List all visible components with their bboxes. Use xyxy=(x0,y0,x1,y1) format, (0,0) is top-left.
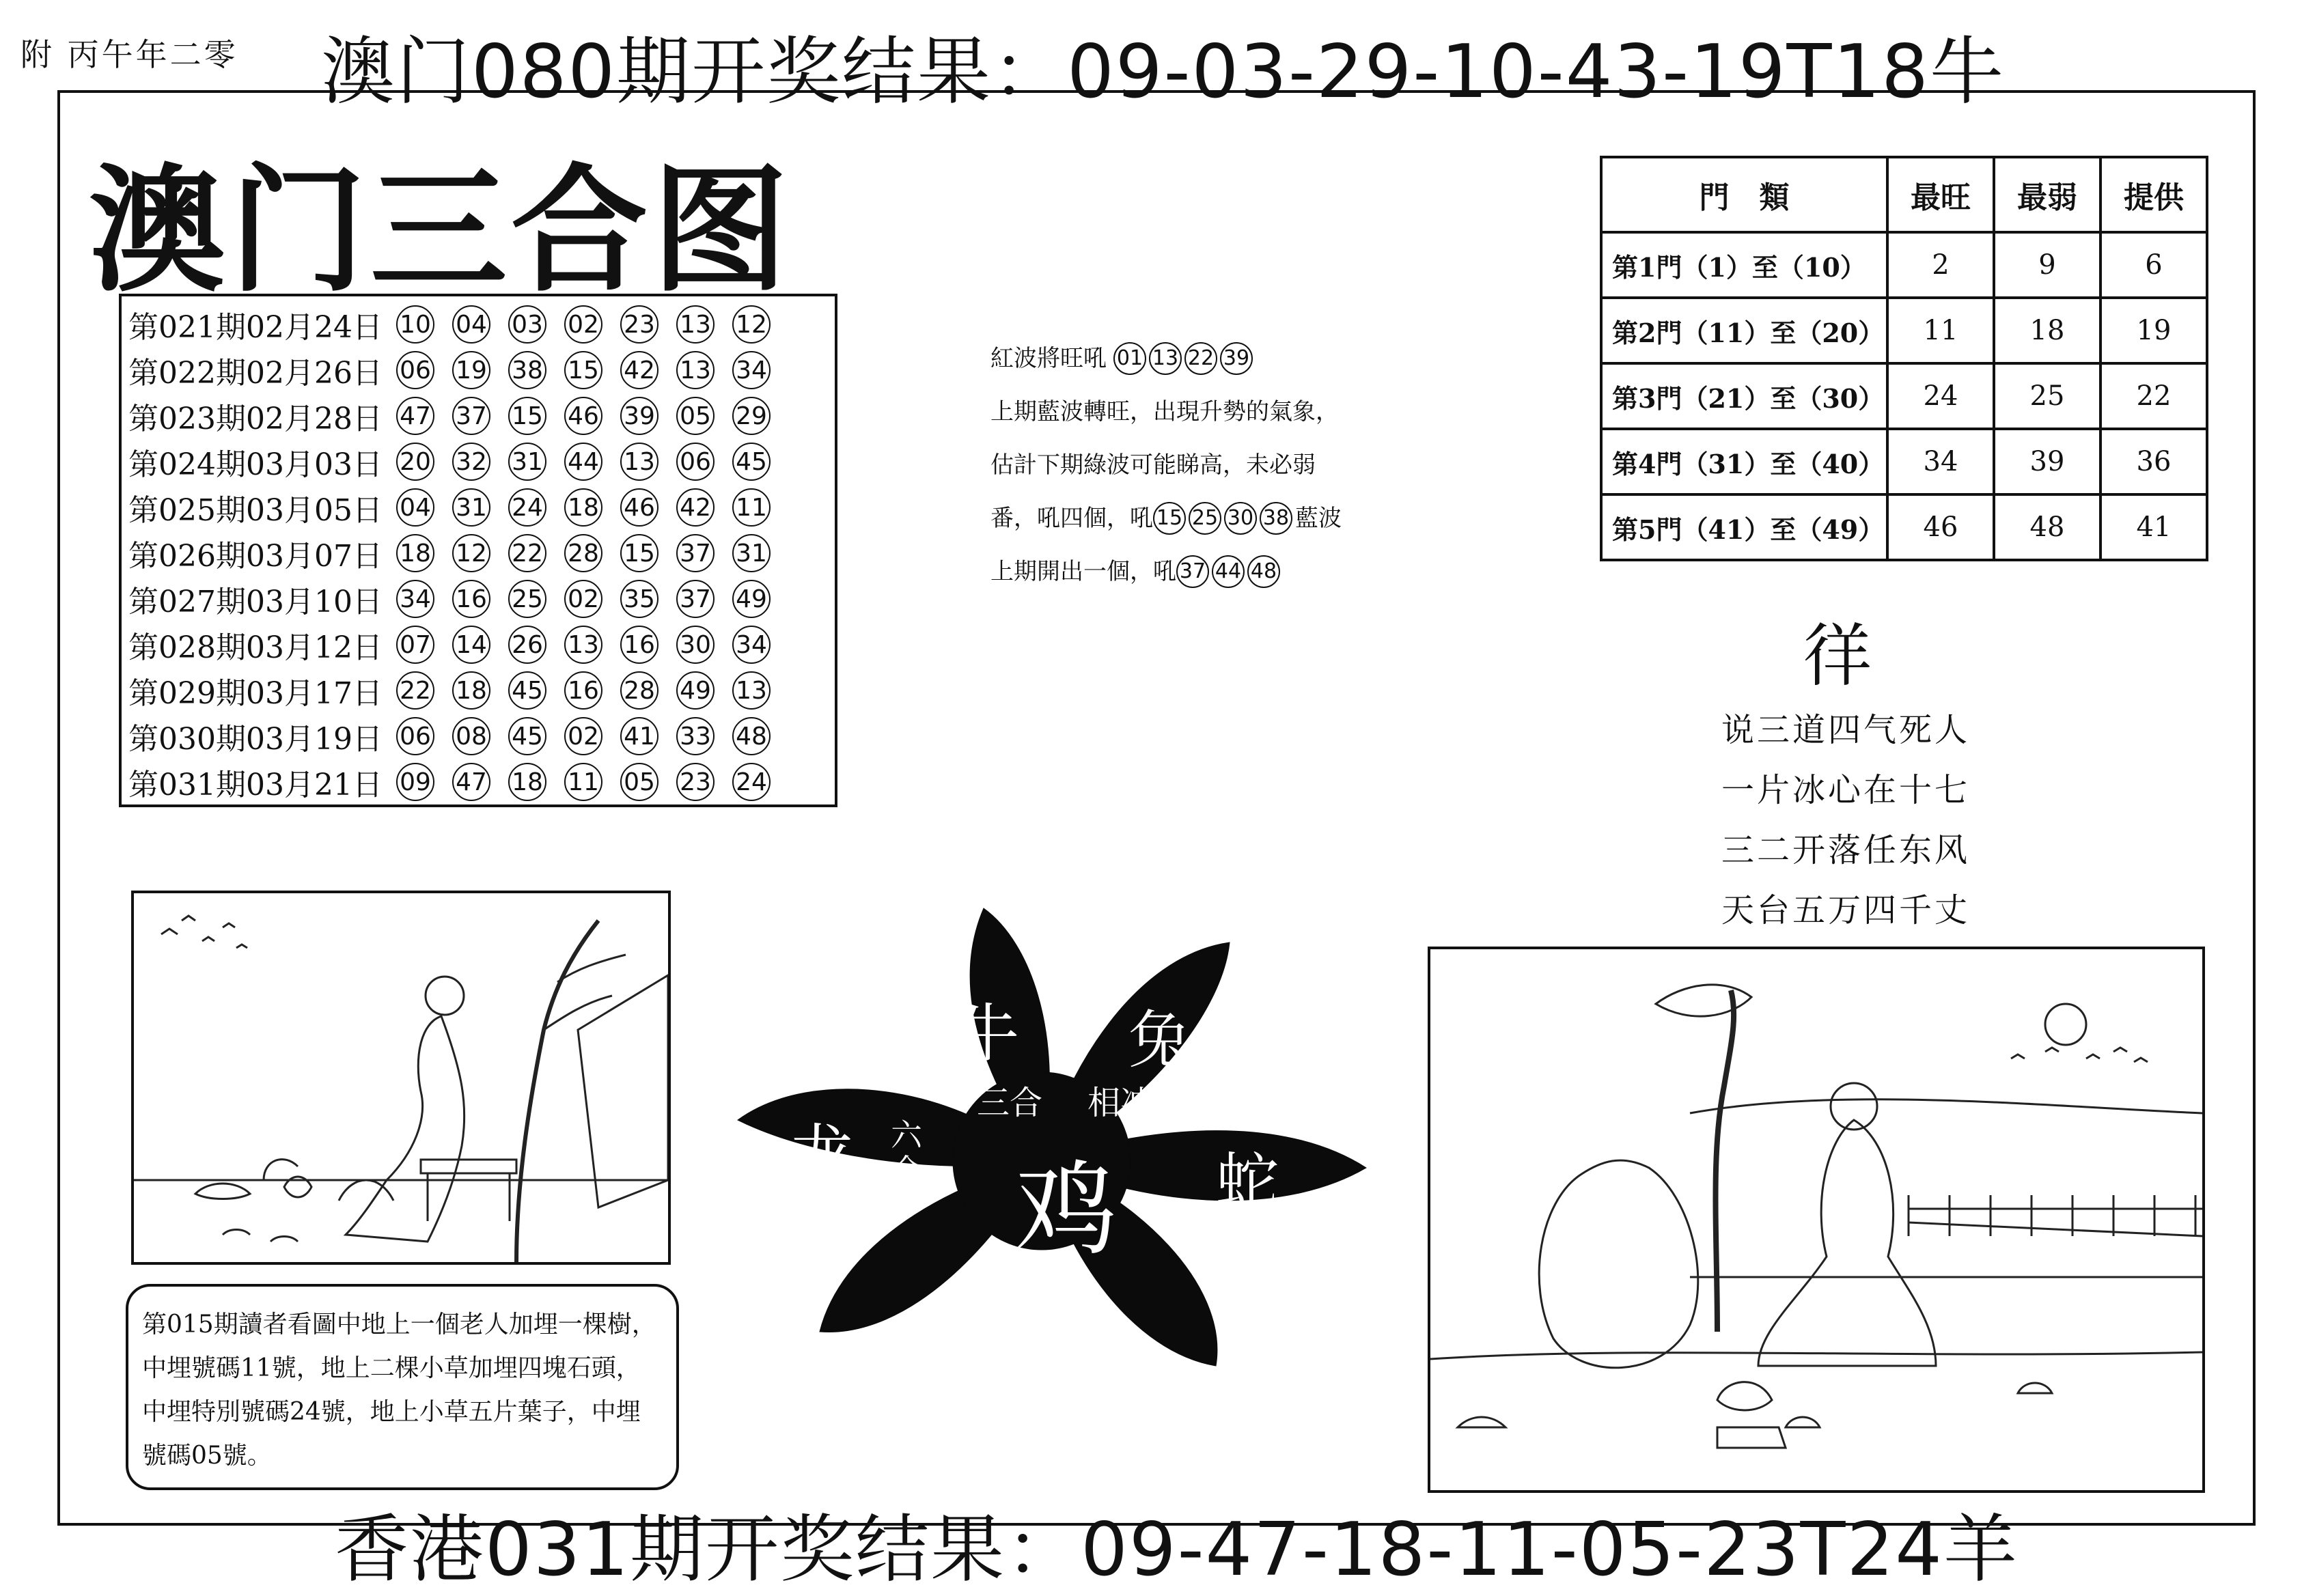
number-ball: 02 xyxy=(564,305,602,344)
number-ball: 48 xyxy=(732,717,771,755)
number-ball: 31 xyxy=(732,534,771,572)
number-ball: 06 xyxy=(396,717,434,755)
number-ball: 30 xyxy=(676,626,715,664)
number-ball: 41 xyxy=(620,717,658,755)
door-label: 第3門（21）至（30） xyxy=(1601,363,1887,429)
history-row-numbers xyxy=(396,626,788,664)
label-xiangchong: 相冲 xyxy=(1087,1084,1154,1122)
door-provide: 36 xyxy=(2100,429,2207,494)
number-ball: 37 xyxy=(676,534,715,572)
poem-line: 一片冰心在十七 xyxy=(1721,771,1971,809)
number-ball: 22 xyxy=(508,534,546,572)
number-ball: 16 xyxy=(620,626,658,664)
poem-title: 徉 xyxy=(1803,616,1872,696)
door-worst: 39 xyxy=(1994,429,2100,494)
door-provide: 41 xyxy=(2100,494,2207,560)
number-ball: 25 xyxy=(1189,502,1221,535)
number-ball: 15 xyxy=(1153,502,1186,535)
number-ball: 28 xyxy=(564,534,602,572)
number-ball: 19 xyxy=(452,351,490,389)
number-ball: 07 xyxy=(396,626,434,664)
door-provide: 22 xyxy=(2100,363,2207,429)
door-header-worst: 最弱 xyxy=(1994,157,2100,232)
number-ball: 30 xyxy=(1224,502,1257,535)
history-row-label: 第027期03月10日 xyxy=(128,585,383,619)
number-ball: 31 xyxy=(452,488,490,527)
number-ball: 48 xyxy=(1247,555,1280,588)
zodiac-rooster: 鸡 xyxy=(1015,1151,1118,1270)
number-ball: 06 xyxy=(676,443,715,481)
history-row-numbers xyxy=(396,443,788,481)
tip-line-5 xyxy=(990,545,1414,598)
illustration-old-man-under-tree xyxy=(1428,947,2205,1493)
history-row-label: 第022期02月26日 xyxy=(128,356,383,391)
history-row-numbers xyxy=(396,763,788,801)
door-worst: 25 xyxy=(1994,363,2100,429)
number-ball: 13 xyxy=(676,351,715,389)
door-label: 第1門（1）至（10） xyxy=(1601,232,1887,298)
tip-line-5-text: 上期開出一個，吼 xyxy=(990,558,1176,585)
number-ball: 34 xyxy=(396,580,434,618)
number-ball: 16 xyxy=(452,580,490,618)
history-row xyxy=(128,348,832,393)
number-ball: 26 xyxy=(508,626,546,664)
door-row xyxy=(1601,363,2207,429)
bottom-result-headline: 香港031期开奖结果：09-47-18-11-05-23T24羊 xyxy=(335,1507,2019,1593)
number-ball: 37 xyxy=(676,580,715,618)
history-row-label: 第030期03月19日 xyxy=(128,722,383,757)
history-row xyxy=(128,393,832,438)
number-ball: 45 xyxy=(732,443,771,481)
number-ball: 18 xyxy=(564,488,602,527)
top-result-headline: 澳门080期开奖结果：09-03-29-10-43-19T18牛 xyxy=(321,29,2005,115)
reader-note-text: 第015期讀者看圖中地上一個老人加埋一棵樹，中埋號碼11號，地上二棵小草加埋四塊石頭，中埋特別號碼24號，地上小草五片葉子，中埋號碼05號。 xyxy=(142,1311,656,1470)
history-row-label: 第026期03月07日 xyxy=(128,539,383,574)
tip-line-5-numbers xyxy=(1176,555,1283,588)
number-ball: 11 xyxy=(564,763,602,801)
history-row-numbers xyxy=(396,397,788,435)
door-header-category: 門 類 xyxy=(1601,157,1887,232)
number-ball: 32 xyxy=(452,443,490,481)
history-row-numbers xyxy=(396,351,788,389)
number-ball: 44 xyxy=(564,443,602,481)
number-ball: 11 xyxy=(732,488,771,527)
history-row-numbers xyxy=(396,305,788,344)
number-ball: 42 xyxy=(676,488,715,527)
history-row xyxy=(128,485,832,530)
number-ball: 02 xyxy=(564,580,602,618)
tip-line-4-tail: 藍波 xyxy=(1295,505,1342,532)
number-ball: 09 xyxy=(396,763,434,801)
door-label: 第5門（41）至（49） xyxy=(1601,494,1887,560)
old-man-tree-drawing xyxy=(1430,949,2202,1490)
number-ball: 16 xyxy=(564,671,602,710)
zodiac-rabbit: 兔 xyxy=(1128,1004,1192,1077)
number-ball: 13 xyxy=(564,626,602,664)
door-worst: 9 xyxy=(1994,232,2100,298)
history-row xyxy=(128,714,832,759)
history-row-numbers xyxy=(396,580,788,618)
number-ball: 22 xyxy=(396,671,434,710)
number-ball: 45 xyxy=(508,717,546,755)
number-ball: 42 xyxy=(620,351,658,389)
number-ball: 33 xyxy=(676,717,715,755)
tip-text-block xyxy=(990,332,1414,598)
number-ball: 08 xyxy=(452,717,490,755)
number-ball: 38 xyxy=(1260,502,1292,535)
number-ball: 37 xyxy=(1176,555,1209,588)
number-ball: 12 xyxy=(732,305,771,344)
number-ball: 38 xyxy=(508,351,546,389)
number-ball: 20 xyxy=(396,443,434,481)
number-ball: 15 xyxy=(564,351,602,389)
number-ball: 18 xyxy=(452,671,490,710)
door-best: 11 xyxy=(1887,298,1994,363)
number-ball: 03 xyxy=(508,305,546,344)
number-ball: 46 xyxy=(620,488,658,527)
poem-line: 三二开落任东风 xyxy=(1721,831,1971,869)
number-ball: 37 xyxy=(452,397,490,435)
history-row-label: 第029期03月17日 xyxy=(128,676,383,711)
tip-line-4-text: 番，吼四個，吼 xyxy=(990,505,1153,532)
number-ball: 44 xyxy=(1212,555,1245,588)
door-table-header xyxy=(1601,157,2207,232)
door-worst: 18 xyxy=(1994,298,2100,363)
number-ball: 34 xyxy=(732,626,771,664)
number-ball: 01 xyxy=(1113,342,1146,375)
number-ball: 06 xyxy=(396,351,434,389)
door-row xyxy=(1601,429,2207,494)
door-table xyxy=(1600,156,2208,561)
label-sanhe: 三合 xyxy=(977,1084,1043,1122)
number-ball: 18 xyxy=(396,534,434,572)
tip-line-1 xyxy=(990,332,1414,385)
door-worst: 48 xyxy=(1994,494,2100,560)
history-row-label: 第021期02月24日 xyxy=(128,310,383,345)
number-ball: 28 xyxy=(620,671,658,710)
history-row-numbers xyxy=(396,534,788,572)
poem-line: 天台五万四千丈 xyxy=(1721,891,1971,929)
door-provide: 19 xyxy=(2100,298,2207,363)
number-ball: 13 xyxy=(676,305,715,344)
number-ball: 47 xyxy=(396,397,434,435)
door-best: 2 xyxy=(1887,232,1994,298)
number-ball: 29 xyxy=(732,397,771,435)
number-ball: 04 xyxy=(396,488,434,527)
number-ball: 12 xyxy=(452,534,490,572)
number-ball: 23 xyxy=(620,305,658,344)
history-row xyxy=(128,531,832,576)
tip-line-2: 上期藍波轉旺，出現升勢的氣象， xyxy=(990,398,1339,425)
history-row-label: 第031期03月21日 xyxy=(128,768,383,802)
history-row-numbers xyxy=(396,671,788,710)
number-ball: 15 xyxy=(508,397,546,435)
door-row xyxy=(1601,298,2207,363)
history-row xyxy=(128,439,832,484)
door-header-provide: 提供 xyxy=(2100,157,2207,232)
tip-line-1-text: 紅波將旺吼 xyxy=(990,345,1107,372)
number-ball: 46 xyxy=(564,397,602,435)
door-row xyxy=(1601,232,2207,298)
top-note: 附 丙午年二零 xyxy=(20,36,238,73)
history-row xyxy=(128,576,832,621)
number-ball: 13 xyxy=(1149,342,1182,375)
number-ball: 25 xyxy=(508,580,546,618)
door-row xyxy=(1601,494,2207,560)
history-row-numbers xyxy=(396,488,788,527)
tip-line-4 xyxy=(990,492,1414,545)
door-best: 46 xyxy=(1887,494,1994,560)
number-ball: 23 xyxy=(676,763,715,801)
number-ball: 05 xyxy=(676,397,715,435)
zodiac-dragon: 龙 xyxy=(791,1117,855,1190)
history-row-label: 第023期02月28日 xyxy=(128,402,383,436)
history-row xyxy=(128,759,832,804)
door-best: 34 xyxy=(1887,429,1994,494)
history-row xyxy=(128,622,832,667)
number-ball: 14 xyxy=(452,626,490,664)
number-ball: 31 xyxy=(508,443,546,481)
number-ball: 45 xyxy=(508,671,546,710)
number-ball: 18 xyxy=(508,763,546,801)
number-ball: 04 xyxy=(452,305,490,344)
old-man-bench-drawing xyxy=(134,893,668,1262)
door-best: 24 xyxy=(1887,363,1994,429)
history-row xyxy=(128,668,832,713)
page-title: 澳门三合图 xyxy=(89,150,793,311)
tip-line-3: 估計下期綠波可能睇高，未必弱 xyxy=(990,451,1316,479)
number-ball: 22 xyxy=(1184,342,1217,375)
number-ball: 49 xyxy=(732,580,771,618)
tip-line-4-numbers xyxy=(1153,502,1295,535)
label-liuhe: 六合 xyxy=(891,1117,922,1189)
number-ball: 13 xyxy=(620,443,658,481)
poem-line: 说三道四气死人 xyxy=(1721,711,1971,749)
door-label: 第2門（11）至（20） xyxy=(1601,298,1887,363)
zodiac-ox: 牛 xyxy=(956,997,1020,1070)
history-row-label: 第028期03月12日 xyxy=(128,630,383,665)
number-ball: 35 xyxy=(620,580,658,618)
history-row-label: 第024期03月03日 xyxy=(128,447,383,482)
history-table xyxy=(119,294,837,807)
history-row-label: 第025期03月05日 xyxy=(128,493,383,528)
number-ball: 47 xyxy=(452,763,490,801)
number-ball: 24 xyxy=(508,488,546,527)
number-ball: 49 xyxy=(676,671,715,710)
door-header-best: 最旺 xyxy=(1887,157,1994,232)
number-ball: 05 xyxy=(620,763,658,801)
number-ball: 39 xyxy=(620,397,658,435)
number-ball: 24 xyxy=(732,763,771,801)
number-ball: 13 xyxy=(732,671,771,710)
number-ball: 02 xyxy=(564,717,602,755)
history-row-numbers xyxy=(396,717,788,755)
reader-note-box xyxy=(126,1284,679,1490)
illustration-old-man-on-bench xyxy=(131,891,671,1265)
number-ball: 10 xyxy=(396,305,434,344)
history-row xyxy=(128,302,832,347)
tip-line-1-numbers xyxy=(1113,342,1256,375)
zodiac-snake: 蛇 xyxy=(1216,1146,1279,1219)
number-ball: 15 xyxy=(620,534,658,572)
zodiac-flower xyxy=(710,901,1373,1380)
door-provide: 6 xyxy=(2100,232,2207,298)
number-ball: 34 xyxy=(732,351,771,389)
door-label: 第4門（31）至（40） xyxy=(1601,429,1887,494)
number-ball: 39 xyxy=(1220,342,1253,375)
